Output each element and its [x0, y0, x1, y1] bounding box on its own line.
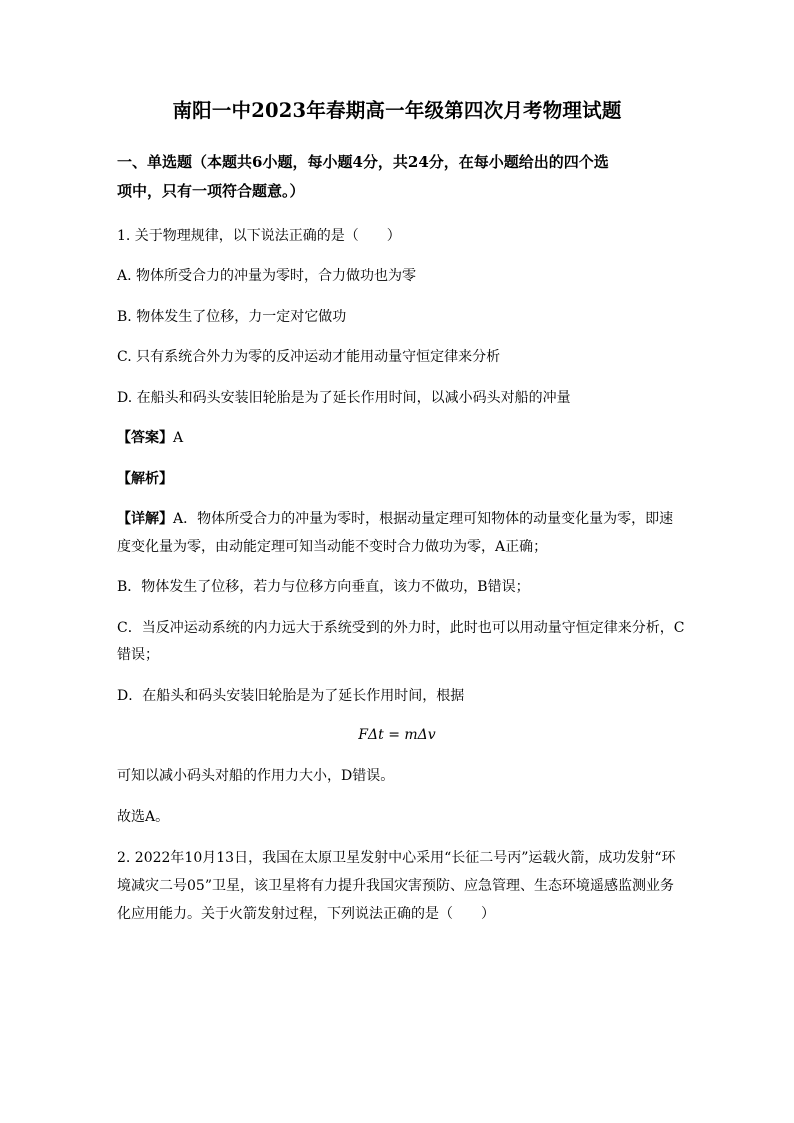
question-1-option-b: B. 物体发生了位移，力一定对它做功: [117, 309, 347, 325]
question-2-line1: 2. 2022年10月13日，我国在太原卫星发射中心采用“长征二号丙”运载火箭，成功发射“环: [117, 850, 676, 866]
detail-a-text: A．物体所受合力的冲量为零时，根据动量定理可知物体的动量变化量为零，即速: [173, 511, 674, 527]
detail-a-line1: [117, 509, 673, 529]
detail-a-line2: 度变化量为零，由动能定理可知当动能不变时合力做功为零，A正确；: [117, 539, 548, 555]
detail-c-line2: 错误；: [117, 647, 159, 663]
detail-d: D．在船头和码头安装旧轮胎是为了延长作用时间，根据: [117, 688, 465, 704]
section-heading-line2: 项中，只有一项符合题意。）: [117, 182, 305, 200]
question-1-option-c: C. 只有系统合外力为零的反冲运动才能用动量守恒定律来分析: [117, 349, 501, 365]
final-choice: 故选A。: [117, 809, 170, 825]
detail-d-conclusion: 可知以减小码头对船的作用力大小，D错误。: [117, 768, 395, 784]
document-title: 南阳一中2023年春期高一年级第四次月考物理试题: [172, 99, 622, 122]
detail-tag: 【详解】: [117, 511, 173, 527]
question-2-line2: 境减灾二号05”卫星，该卫星将有力提升我国灾害预防、应急管理、生态环境遥感监测业务: [117, 878, 674, 894]
detail-b: B．物体发生了位移，若力与位移方向垂直，该力不做功，B错误；: [117, 579, 530, 595]
question-1-stem: 1. 关于物理规律，以下说法正确的是（ ）: [117, 228, 401, 244]
answer-value: A: [173, 430, 184, 446]
detail-c-line1: C．当反冲运动系统的内力远大于系统受到的外力时，此时也可以用动量守恒定律来分析，C: [117, 620, 685, 636]
section-heading-line1: 一、单选题（本题共6小题，每小题4分，共24分，在每小题给出的四个选: [117, 153, 609, 171]
answer-line: [117, 428, 183, 448]
formula-impulse-momentum: FΔt = mΔv: [358, 727, 436, 743]
answer-tag: 【答案】: [117, 430, 173, 446]
analysis-tag: 【解析】: [117, 471, 173, 487]
question-2-line3: 化应用能力。关于火箭发射过程，下列说法正确的是（ ）: [117, 906, 495, 922]
question-1-option-d: D. 在船头和码头安装旧轮胎是为了延长作用时间，以减小码头对船的冲量: [117, 390, 571, 406]
question-1-option-a: A. 物体所受合力的冲量为零时，合力做功也为零: [117, 268, 417, 284]
